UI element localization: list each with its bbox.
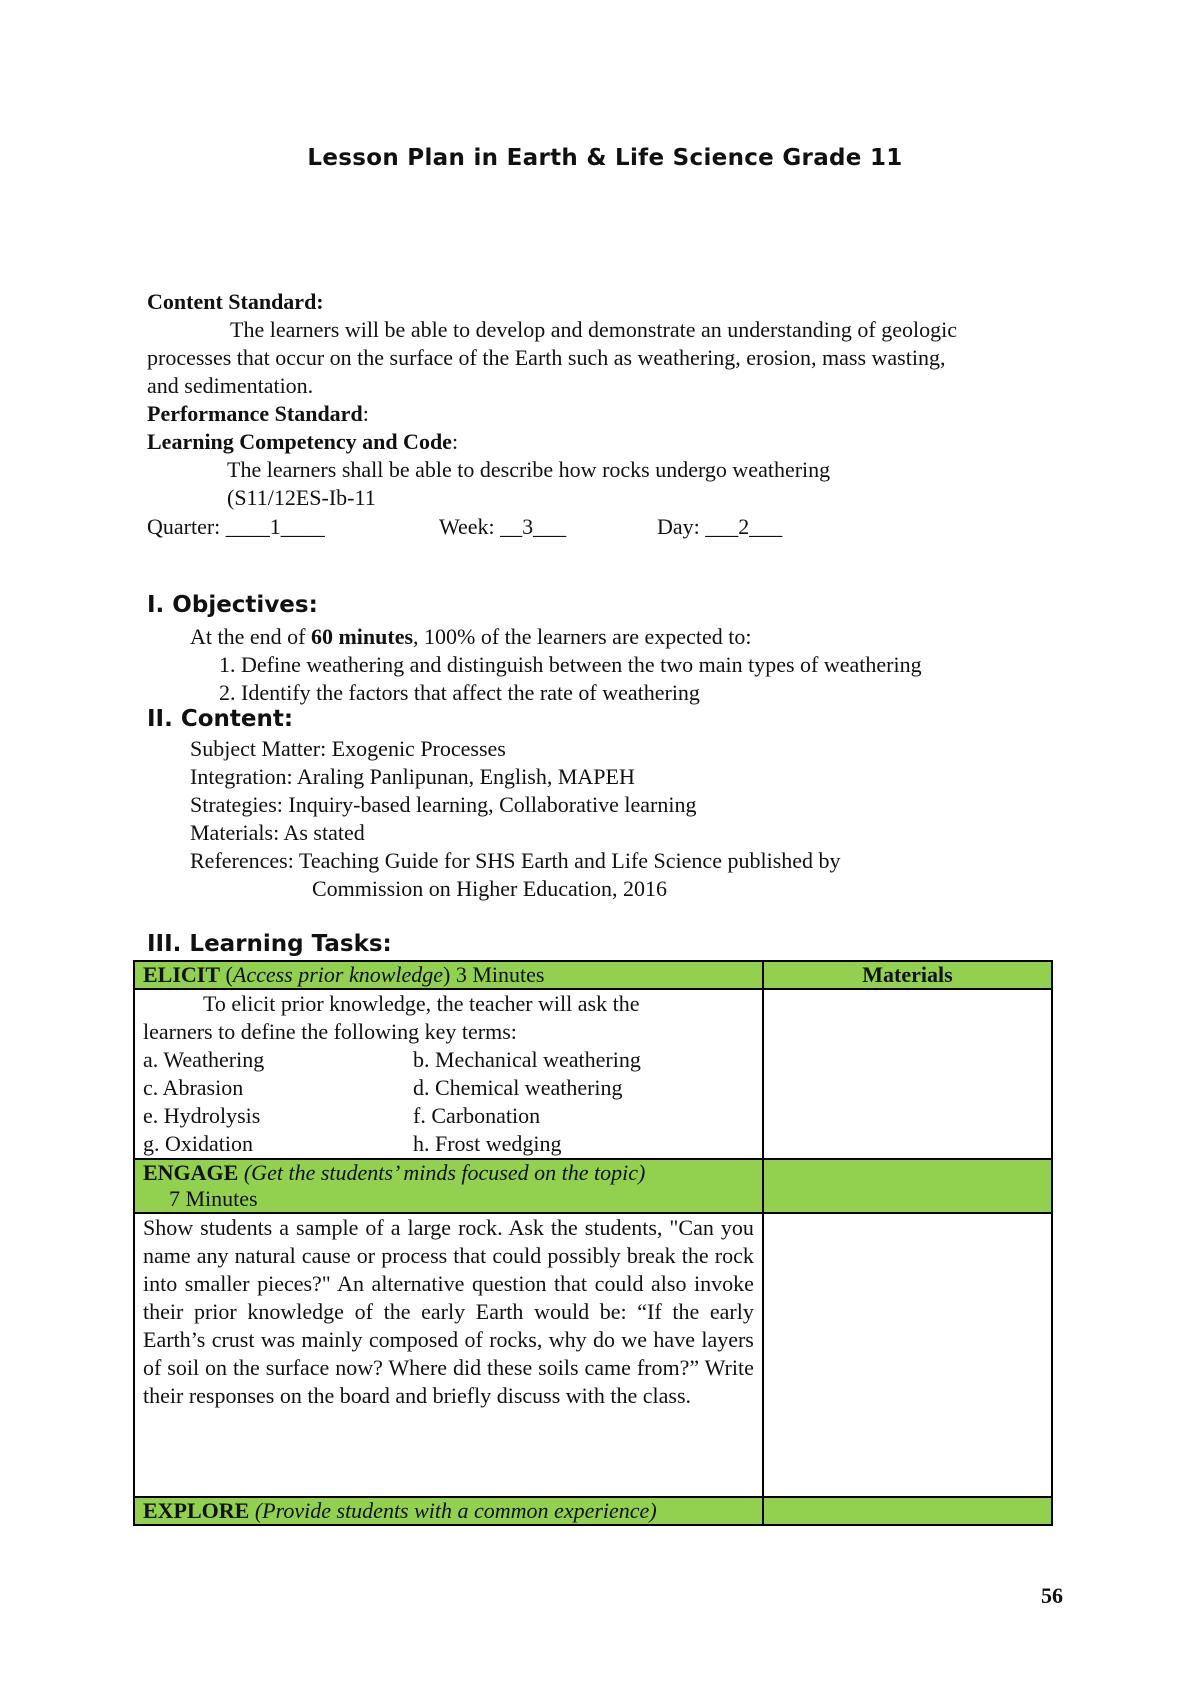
- elicit-open: (: [220, 962, 233, 987]
- explore-header: [134, 1497, 763, 1525]
- key-term: g. Oxidation: [143, 1131, 253, 1156]
- objectives-intro-duration: 60 minutes: [310, 624, 414, 649]
- performance-standard-label: Performance Standard: [147, 401, 363, 426]
- integration: Integration: Araling Panlipunan, English, MAPEH: [190, 764, 635, 789]
- objective-item: 1. Define weathering and distinguish between the two main types of weathering: [219, 652, 922, 677]
- engage-body-materials-cell: [763, 1213, 1052, 1497]
- objectives-intro: [190, 623, 751, 651]
- learning-competency: [147, 428, 458, 456]
- elicit-header-row: [134, 961, 1052, 989]
- objective-item: 2. Identify the factors that affect the rate of weathering: [219, 680, 700, 705]
- day-value: ___2___: [705, 514, 783, 539]
- page-number: 56: [1041, 1583, 1063, 1608]
- key-term: a. Weathering: [143, 1047, 265, 1072]
- week-label: Week:: [439, 514, 501, 539]
- engage-body-row: [134, 1213, 1052, 1497]
- day-label: Day:: [657, 514, 706, 539]
- explore-purpose: (Provide students with a common experience): [249, 1498, 657, 1523]
- engage-header: [134, 1159, 763, 1213]
- elicit-purpose: Access prior knowledge: [232, 962, 444, 987]
- learning-competency-text: The learners shall be able to describe how rocks undergo weathering: [227, 457, 831, 482]
- content-standard-label: Content Standard:: [147, 289, 324, 314]
- learning-tasks-heading: III. Learning Tasks:: [147, 931, 392, 957]
- content-heading: II. Content:: [147, 706, 294, 732]
- key-term: e. Hydrolysis: [143, 1103, 261, 1128]
- content-standard-text-3: and sedimentation.: [147, 373, 314, 398]
- key-term: h. Frost wedging: [413, 1131, 562, 1156]
- subject-matter: Subject Matter: Exogenic Processes: [190, 736, 506, 761]
- elicit-intro-2: learners to define the following key terms:: [143, 1019, 517, 1044]
- performance-standard: [147, 400, 369, 428]
- engage-duration: 7 Minutes: [169, 1186, 258, 1211]
- week-value: __3___: [500, 514, 567, 539]
- learning-competency-label: Learning Competency and Code: [147, 429, 452, 454]
- page-title: Lesson Plan in Earth & Life Science Grade 11: [307, 145, 903, 171]
- objectives-intro-pre: At the end of: [190, 624, 311, 649]
- elicit-intro-1: To elicit prior knowledge, the teacher will ask the: [203, 991, 640, 1016]
- references-line-2: Commission on Higher Education, 2016: [312, 876, 668, 901]
- quarter-label: Quarter:: [147, 514, 226, 539]
- elicit-materials-cell: [763, 989, 1052, 1159]
- performance-standard-colon: :: [362, 401, 369, 426]
- key-terms-list: [143, 1046, 754, 1158]
- key-term: f. Carbonation: [413, 1103, 541, 1128]
- objectives-heading: I. Objectives:: [147, 592, 318, 618]
- quarter: [147, 513, 325, 541]
- materials: Materials: As stated: [190, 820, 365, 845]
- elicit-header: [134, 961, 763, 989]
- explore-label: EXPLORE: [143, 1498, 250, 1523]
- key-term: c. Abrasion: [143, 1075, 244, 1100]
- engage-purpose: (Get the students’ minds focused on the topic): [238, 1160, 646, 1185]
- content-standard-text-1: The learners will be able to develop and demonstrate an understanding of geologic: [230, 317, 957, 342]
- engage-label: ENGAGE: [143, 1160, 239, 1185]
- strategies: Strategies: Inquiry-based learning, Collaborative learning: [190, 792, 697, 817]
- engage-body: Show students a sample of a large rock. Ask the students, "Can you name any natural cause or process that could possibly break the rock into smaller pieces?" An alternative question that could also invoke their prior knowledge of the early Earth would be: “If the early Earth’s crust was mainly composed of rocks, why do we have layers of soil on the surface now? Where did these soils came from?” Write their responses on the board and briefly discuss with the class.: [134, 1213, 763, 1497]
- references-line-1: References: Teaching Guide for SHS Earth and Life Science published by: [190, 848, 841, 873]
- elicit-label: ELICIT: [143, 962, 221, 987]
- learning-competency-code: (S11/12ES-Ib-11: [227, 485, 376, 510]
- learning-tasks-table: [133, 960, 1053, 1526]
- engage-materials-cell: [763, 1159, 1052, 1213]
- engage-header-row: [134, 1159, 1052, 1213]
- content-standard-text-2: processes that occur on the surface of the Earth such as weathering, erosion, mass wasting,: [147, 345, 946, 370]
- day: [657, 513, 782, 541]
- elicit-duration: ) 3 Minutes: [443, 962, 545, 987]
- elicit-body-row: [134, 989, 1052, 1159]
- objectives-intro-post: , 100% of the learners are expected to:: [413, 624, 752, 649]
- week: [439, 513, 566, 541]
- quarter-value: ____1____: [225, 514, 325, 539]
- key-term: b. Mechanical weathering: [413, 1047, 641, 1072]
- key-term: d. Chemical weathering: [413, 1075, 623, 1100]
- elicit-body: [134, 989, 763, 1159]
- explore-materials-cell: [763, 1497, 1052, 1525]
- materials-header: Materials: [763, 961, 1052, 989]
- explore-header-row: [134, 1497, 1052, 1525]
- learning-competency-colon: :: [451, 429, 459, 454]
